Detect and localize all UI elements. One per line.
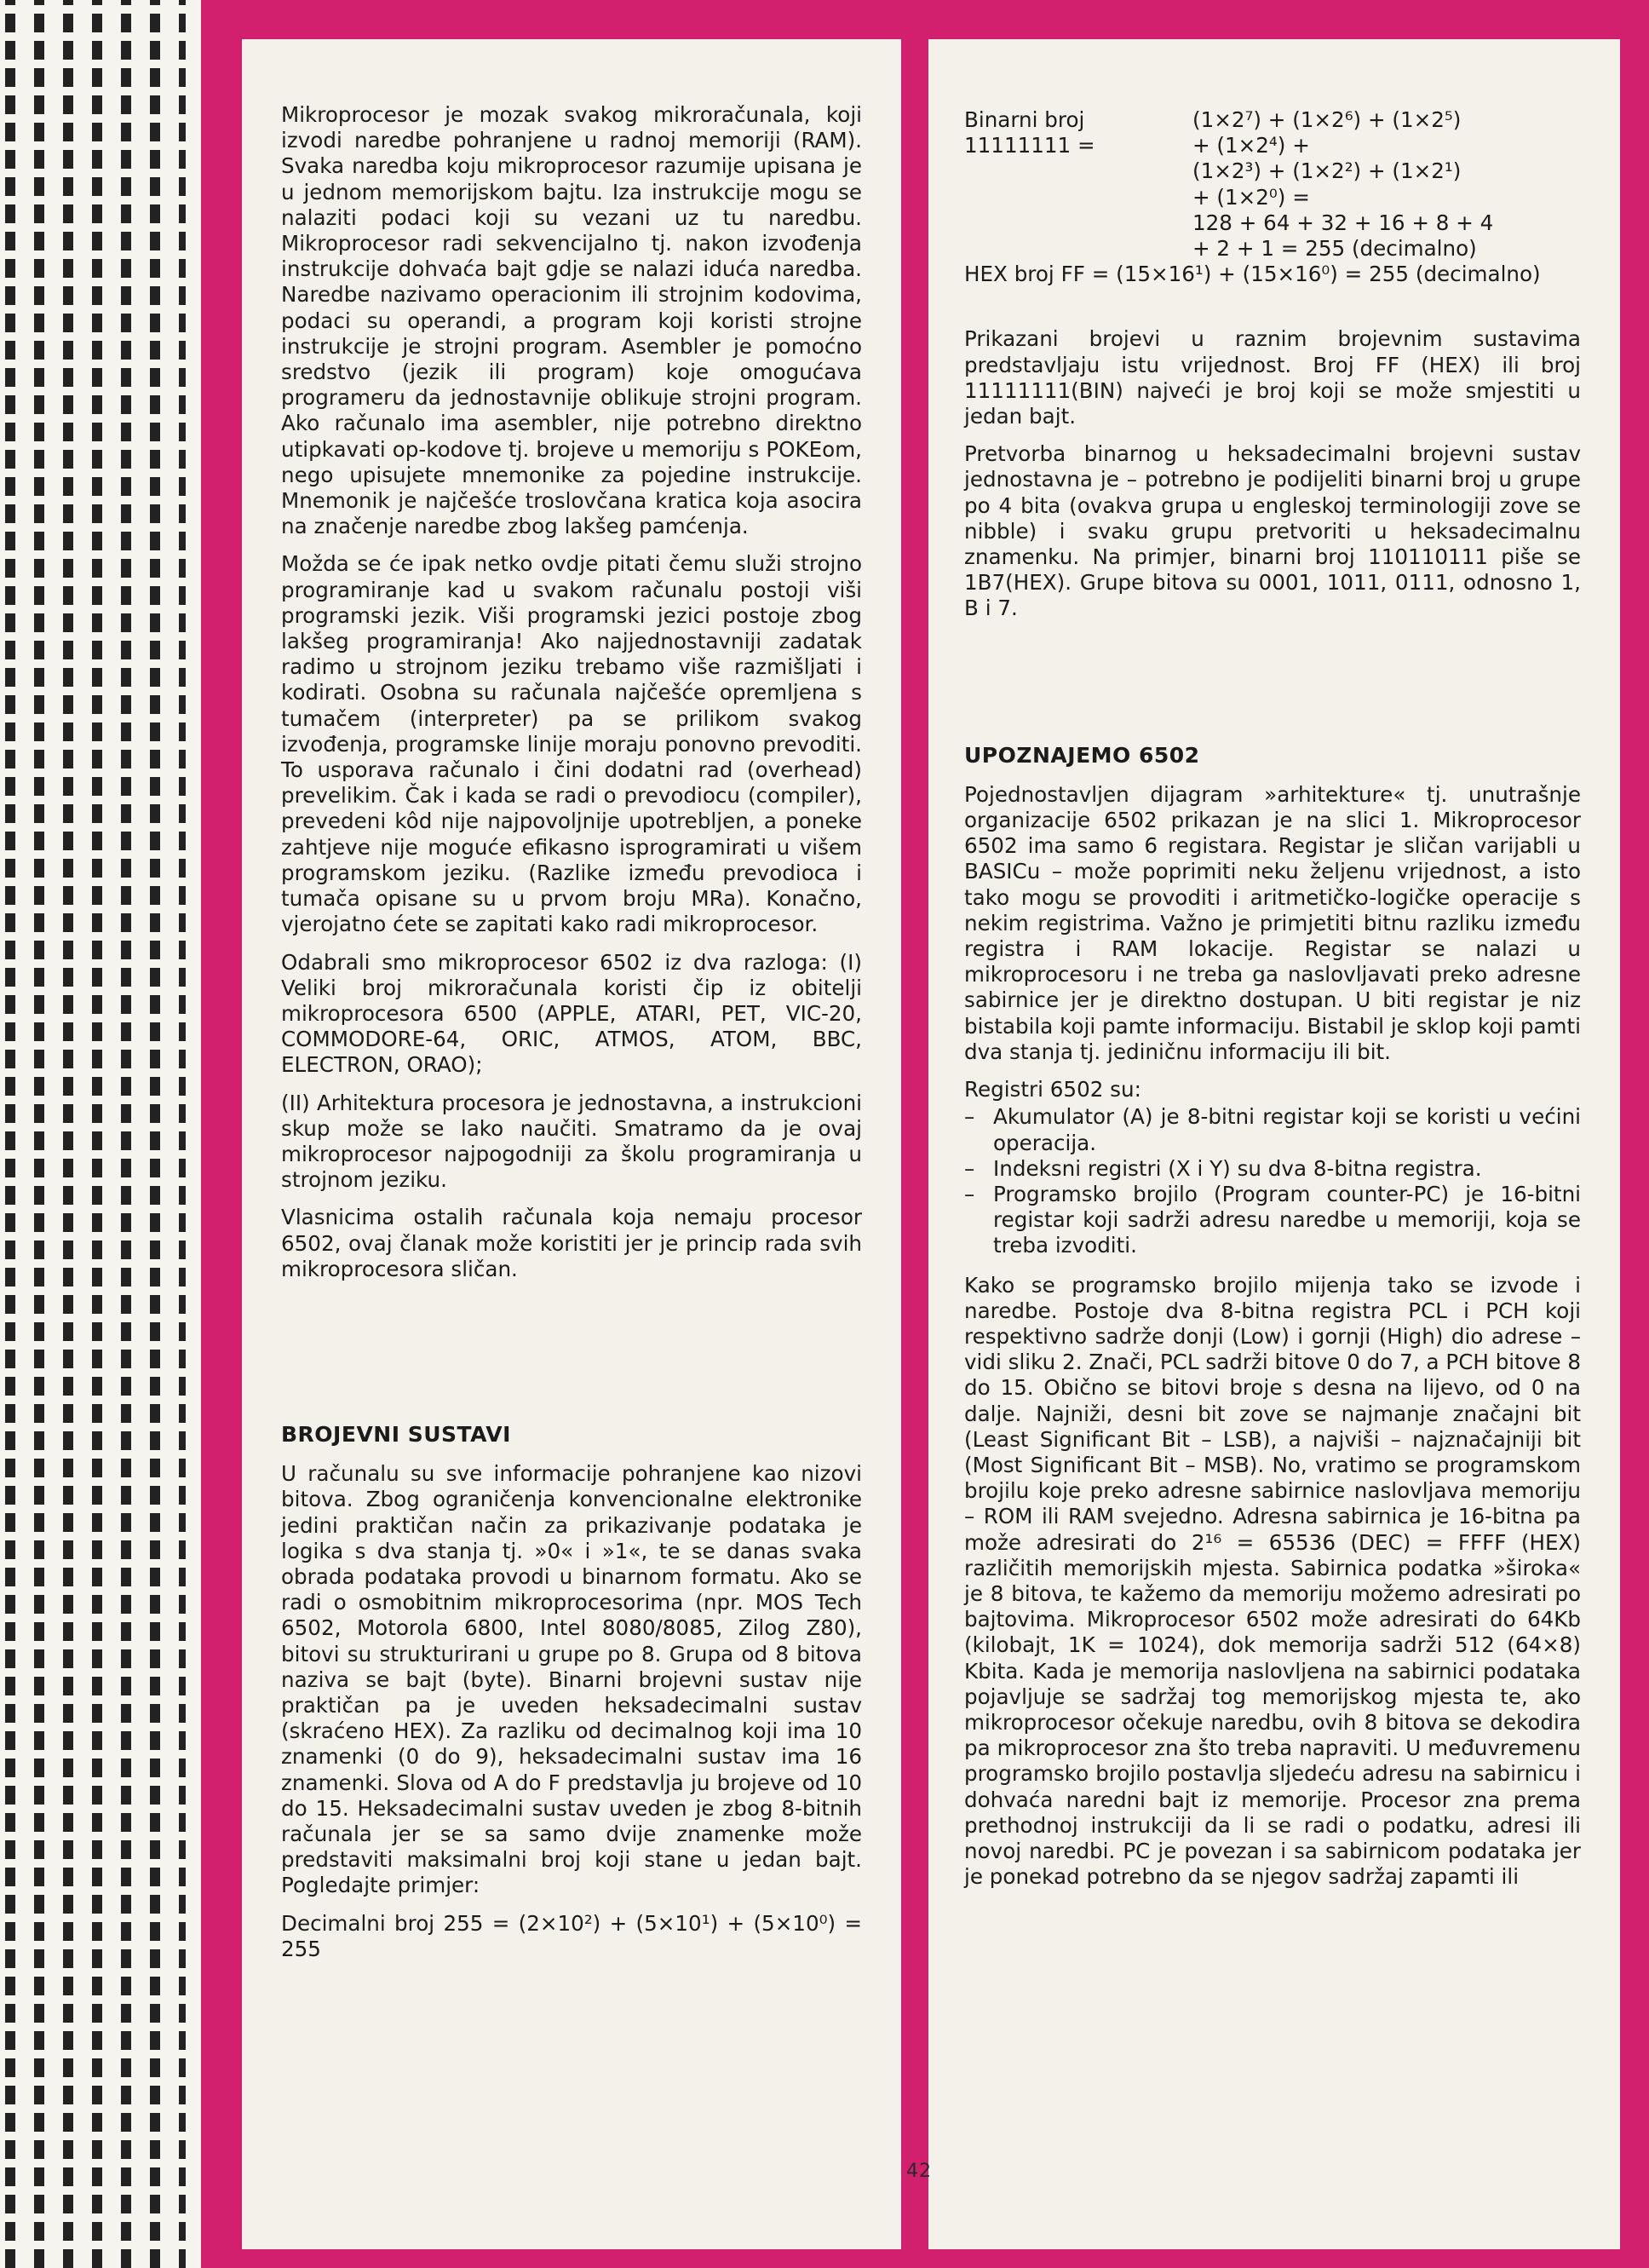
page-number: 42 — [906, 2161, 932, 2182]
paragraph-strojno-programiranje: Možda se će ipak netko ovdje pitati čemu služi strojno programiranje kad u svakom računalu postoji viši programski jezik. Viši programski jezici postoje zbog lakšeg programiranja! Ako najjednostavniji zadatak radimo u strojnom jeziku trebamo više razmišljati i kodirati. Osobna su računala najčešće opremljena s tumačem (interpreter) pa se prilikom svakog izvođenja, programske linije moraju ponovno prevoditi. To usporava računalo i čini dodatni rad (overhead) prevelikim. Čak i kada se radi o prevodiocu (compiler), prevedeni kôd nije najpovoljnije upotrebljen, a poneke zahtjeve nije moguće efikasno isprogramirati u višem programskom jeziku. (Razlike između prevodioca i tumača opisane su u prvom broju MRa). Konačno, vjerojatno ćete se zapitati kako radi mikroprocesor. — [281, 551, 862, 937]
binary-example — [964, 107, 1581, 262]
list-item: – Akumulator (A) je 8-bitni registar koji se koristi u većini operacija. — [964, 1104, 1581, 1155]
section-title-upoznajemo-6502: UPOZNAJEMO 6502 — [964, 742, 1200, 768]
paragraph-upoznajemo: Pojednostavljen dijagram »arhitekture« tj. unutrašnje organizacije 6502 prikazan je na slici 1. Mikroprocesor 6502 ima samo 6 registara. Registar je sličan varijabli u BASICu – može poprimiti neku željenu vrijednost, a isto tako mogu se provoditi i aritmetičko-logičke operacije s nekim registrima. Važno je primjetiti bitnu razliku između registra i RAM lokacije. Registar se nalazi u mikroprocesoru i ne treba ga naslovljavati preko adresne sabirnice jer je direktno dostupan. U biti registar je niz bistabila koji pamte informaciju. Bistabil je sklop koji pamti dva stanja tj. jediničnu informaciju ili bit. — [964, 781, 1581, 1064]
left-column — [242, 39, 901, 2249]
decimal-example: Decimalni broj 255 = (2×10²) + (5×10¹) + (5×10⁰) = 255 — [281, 1910, 862, 1961]
paragraph-vlasnici: Vlasnicima ostalih računala koja nemaju procesor 6502, ovaj članak može koristiti jer je princip rada svih mikroprocesora sličan. — [281, 1205, 862, 1281]
section-title-brojevni-sustavi: BROJEVNI SUSTAVI — [281, 1421, 511, 1447]
binary-label: Binarni broj 11111111 = — [964, 107, 1095, 158]
perforated-strip — [0, 0, 201, 2268]
binary-line: (1×2⁷) + (1×2⁶) + (1×2⁵) — [1192, 107, 1462, 132]
perforation-pattern — [0, 0, 201, 2268]
paragraph-brojevni-sustavi: U računalu su sve informacije pohranjene kao nizovi bitova. Zbog ograničenja konvencionalne elektronike jedini praktičan način za prikazivanje podataka je logika s dva stanja tj. »0« i »1«, te se danas svaka obrada podataka provodi u binarnom formatu. Ako se radi o osmobitnim mikroprocesorima (npr. MOS Tech 6502, Motorola 6800, Intel 8080/8085, Zilog Z80), bitovi su strukturirani u grupe po 8. Grupa od 8 bitova naziva se bajt (byte). Binarni brojevni sustav nije praktičan pa je uveden heksadecimalni sustav (skraćeno HEX). Za razliku od decimalnog koji ima 10 znamenki (0 do 9), heksadecimalni sustav ima 16 znamenki. Slova od A do F predstavlja ju brojeve od 10 do 15. Heksadecimalni sustav uveden je zbog 8-bitnih računala jer se sa samo dvije znamenke može predstaviti maksimalni broj koji stane u jedan bajt. Pogledajte primjer: — [281, 1461, 862, 1898]
binary-line: + (1×2⁰) = — [1192, 184, 1310, 210]
right-column — [928, 39, 1620, 2249]
binary-line: + 2 + 1 = 255 (decimalno) — [1192, 236, 1477, 262]
binary-expansion — [1192, 107, 1581, 262]
list-item: – Indeksni registri (X i Y) su dva 8-bitna registra. — [964, 1156, 1581, 1182]
binary-line: + (1×2⁴) + — [1192, 133, 1310, 158]
binary-line: 128 + 64 + 32 + 16 + 8 + 4 — [1192, 210, 1494, 235]
paragraph-prikazani-brojevi: Prikazani brojevi u raznim brojevnim sustavima predstavljaju istu vrijednost. Broj FF (HEX) ili broj 11111111(BIN) najveći je broj koji se može smjestiti u jedan bajt. — [964, 326, 1581, 429]
spacer — [281, 1294, 862, 1422]
paragraph-programsko-brojilo: Kako se programsko brojilo mijenja tako se izvode i naredbe. Postoje dva 8-bitna registra PCL i PCH koji respektivno sadrže donji (Low) i gornji (High) dio adrese – vidi sliku 2. Znači, PCL sadrži bitove 0 do 7, a PCH bitove 8 do 15. Obično se bitovi broje s desna na lijevo, od 0 na dalje. Najniži, desni bit zove se najmanje značajni bit (Least Significant Bit – LSB), a najviši – najznačajniji bit (Most Significant Bit – MSB). No, vratimo se programskom brojilu koje preko adresne sabirnice naslovljava memoriju – ROM ili RAM svejedno. Adresna sabirnica je 16-bitna pa može adresirati do 2¹⁶ = 65536 (DEC) = FFFF (HEX) različitih memorijskih mjesta. Sabirnica podatka »široka« je 8 bitova, te kažemo da memoriju možemo adresirati po bajtovima. Mikroprocesor 6502 može adresirati do 64Kb (kilobajt, 1K = 1024), dok memorija sadrži 512 (64×8) Kbita. Kada je memorija naslovljena na sabirnici podataka pojavljuje se sadržaj tog memorijskog mjesta te, ako mikroprocesor očekuje naredbu, ovih 8 bitova se dekodira pa mikroprocesor zna što treba napraviti. U međuvremenu programsko brojilo postavlja sljedeću adresu na sabirnicu i dohvaća naredni bajt iz memorije. Procesor zna prema prethodnoj instrukciji da li se radi o podatku, adresi ili novoj naredbi. PC je povezan i sa sabirnicom podataka jer je ponekad potrebno da se njegov sadržaj zapamti ili — [964, 1272, 1581, 1890]
spacer — [964, 634, 1581, 743]
hex-example: HEX broj FF = (15×16¹) + (15×16⁰) = 255 (decimalno) — [964, 262, 1541, 287]
list-item: – Programsko brojilo (Program counter-PC) je 16-bitni registar koji sadrži adresu naredbe u memoriji, koja se treba izvoditi. — [964, 1182, 1581, 1259]
paragraph-pretvorba: Pretvorba binarnog u heksadecimalni brojevni sustav jednostavna je – potrebno je podijeliti binarni broj u grupe po 4 bita (ovakva grupa u engleskoj terminologiji zove se nibble) i svaku grupu pretvoriti u heksadecimalnu znamenku. Na primjer, binarni broj 110110111 piše se 1B7(HEX). Grupe bitova su 0001, 1011, 0111, odnosno 1, B i 7. — [964, 441, 1581, 621]
paragraph-arhitektura: (II) Arhitektura procesora je jednostavna, a instrukcioni skup može se lako naučiti. Smatramo da je ovaj mikroprocesor najpogodniji za školu programiranja u strojnom jeziku. — [281, 1090, 862, 1193]
paragraph-6502-reasons: Odabrali smo mikroprocesor 6502 iz dva razloga: (I) Veliki broj mikroračunala koristi čip iz obitelji mikroprocesora 6500 (APPLE, ATARI, PET, VIC-20, COMMODORE-64, ORIC, ATMOS, ATOM, BBC, ELECTRON, ORAO); — [281, 949, 862, 1078]
intro-paragraph: Mikroprocesor je mozak svakog mikroračunala, koji izvodi naredbe pohranjene u radnoj memoriji (RAM). Svaka naredba koju mikroprocesor razumije upisana je u jednom memorijskom bajtu. Iza instrukcije mogu se nalaziti podaci koji su vezani uz tu naredbu. Mikroprocesor radi sekvencijalno tj. nakon izvođenja instrukcije dohvaća bajt gdje se nalazi iduća naredba. Naredbe nazivamo operacionim ili strojnim kodovima, podaci su operandi, a program koji koristi strojne instrukcije je strojni program. Asembler je pomoćno sredstvo (jezik ili program) koje omogućava programeru da jednostavnije oblikuje strojni program. Ako računalo ima asembler, nije potrebno direktno utipkavati op-kodove tj. brojeve u memoriju s POKEom, nego upisujete mnemonike za pojedine instrukcije. Mnemonik je najčešće troslovčana kratica koja asocira na značenje naredbe zbog lakšeg pamćenja. — [281, 102, 862, 539]
strip-margin — [186, 0, 201, 2268]
binary-line: (1×2³) + (1×2²) + (1×2¹) — [1192, 158, 1462, 184]
register-list — [964, 1104, 1581, 1258]
registers-intro: Registri 6502 su: — [964, 1077, 1141, 1102]
